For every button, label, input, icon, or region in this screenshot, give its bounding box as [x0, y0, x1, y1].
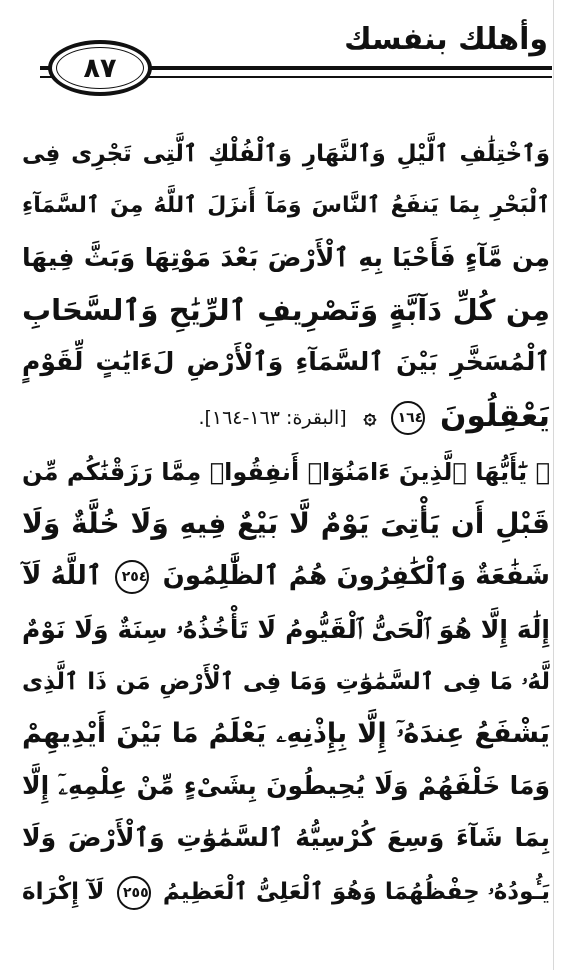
page-gutter [553, 0, 554, 970]
text-line: يَشْفَعُ عِندَهُۥٓ إِلَّا بِإِذْنِهِۦ يَعْلَمُ مَا بَيْنَ أَيْدِيهِمْ [22, 718, 550, 749]
text-line: بِمَا شَآءَ وَسِعَ كُرْسِيُّهُ ٱلسَّمَٰوَٰتِ وَٱلْأَرْضَ وَلَا [22, 823, 550, 852]
text-line: وَٱخْتِلَٰفِ ٱلَّيْلِ وَٱلنَّهَارِ وَٱلْفُلْكِ ٱلَّتِى تَجْرِى فِى [22, 141, 550, 167]
page-number: ٨٧ [56, 47, 144, 89]
page-header [0, 0, 572, 110]
verse-text: يَـُٔودُهُۥ حِفْظُهُمَا وَهُوَ ٱلْعَلِىُّ ٱلْعَظِيمُ [162, 879, 550, 905]
text-line: وَمَا خَلْفَهُمْ وَلَا يُحِيطُونَ بِشَىْءٍ مِّنْ عِلْمِهِۦٓ إِلَّا [22, 771, 550, 800]
verse-text: لَآ إِكْرَاهَ [22, 879, 105, 905]
text-line: ٱلْبَحْرِ بِمَا يَنفَعُ ٱلنَّاسَ وَمَآ أَنزَلَ ٱللَّهُ مِنَ ٱلسَّمَآءِ [22, 193, 550, 218]
text-line: مِن كُلِّ دَآبَّةٍ وَتَصْرِيفِ ٱلرِّيَٰحِ وَٱلسَّحَابِ [22, 293, 550, 327]
page-number-badge [48, 40, 152, 96]
verse-number-marker: ١٦٤ [391, 401, 425, 435]
text-line: ۞ يَٰٓأَيُّهَا ٱلَّذِينَ ءَامَنُوٓا۟ أَنفِقُوا۟ مِمَّا رَزَقْنَٰكُم مِّن [22, 458, 550, 486]
chapter-title: وأهلك بنفسك [344, 22, 548, 57]
text-line: قَبْلِ أَن يَأْتِىَ يَوْمٌ لَّا بَيْعٌ فِيهِ وَلَا خُلَّةٌ وَلَا [22, 507, 550, 540]
text-line-verse-end [22, 872, 550, 912]
text-line: ٱلْمُسَخَّرِ بَيْنَ ٱلسَّمَآءِ وَٱلْأَرْضِ لَءَايَٰتٍ لِّقَوْمٍ [22, 347, 550, 376]
text-line: إِلَٰهَ إِلَّا هُوَ ٱلْحَىُّ ٱلْقَيُّومُ لَا تَأْخُذُهُۥ سِنَةٌ وَلَا نَوْمٌ [22, 615, 550, 644]
text-line: مِن مَّآءٍ فَأَحْيَا بِهِ ٱلْأَرْضَ بَعْدَ مَوْتِهَا وَبَثَّ فِيهَا [22, 243, 550, 272]
verse-text: شَفَٰعَةٌ وَٱلْكَٰفِرُونَ هُمُ ٱلظَّٰلِمُونَ [162, 561, 550, 591]
surah-reference: [البقرة: ١٦٣-١٦٤]. [198, 406, 347, 429]
verse-text: ٱللَّهُ لَآ [22, 561, 103, 591]
text-line-verse-end [22, 556, 550, 596]
verse-number-marker: ٢٥٤ [115, 560, 149, 594]
rub-el-hizb-ornament: ۞ [363, 404, 377, 430]
text-line: لَّهُۥ مَا فِى ٱلسَّمَٰوَٰتِ وَمَا فِى ٱلْأَرْضِ مَن ذَا ٱلَّذِى [22, 669, 550, 695]
text-line-verse-end [22, 396, 550, 436]
verse-text: يَعْقِلُونَ [440, 398, 550, 434]
verse-number-marker: ٢٥٥ [117, 876, 151, 910]
